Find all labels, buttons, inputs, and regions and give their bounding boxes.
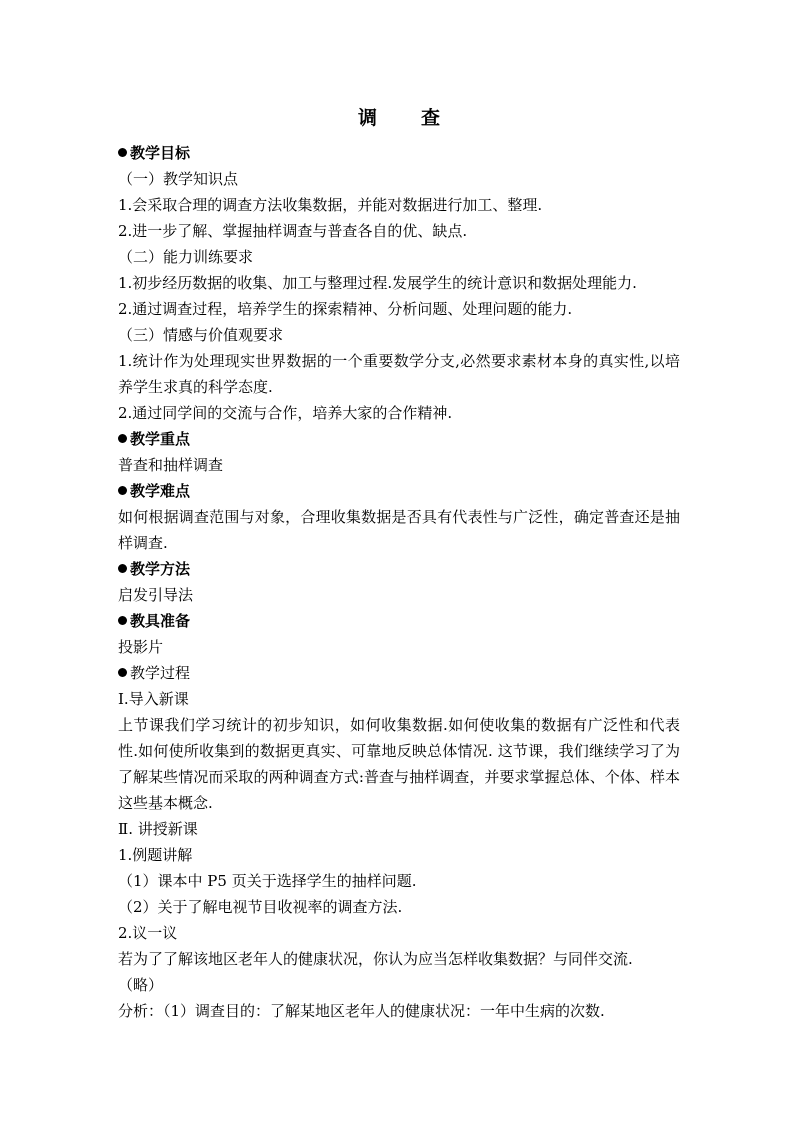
subheading-emotion: （三）情感与价值观要求 <box>118 326 284 344</box>
subheading-ability: （二）能力训练要求 <box>118 248 254 266</box>
method-text: 启发引导法 <box>118 586 194 604</box>
example-item: （1）课本中 P5 页关于选择学生的抽样问题. <box>118 872 417 890</box>
ability-item: 2.通过调查过程，培养学生的探索精神、分析问题、处理问题的能力. <box>118 300 573 318</box>
intro-heading: Ⅰ.导入新课 <box>118 690 189 708</box>
intro-text: 上节课我们学习统计的初步知识，如何收集数据.如何使收集的数据有广泛性和代表性.如何使所收集到的数据更真实、可靠地反映总体情况. 这节课，我们继续学习了为了解某些情况而采取的两种调查方式:普查与抽样调查，并要求掌握总体、个体、样本这些基本概念. <box>118 716 680 812</box>
example-item: （2）关于了解电视节目收视率的调查方法. <box>118 898 403 916</box>
ability-item: 1.初步经历数据的收集、加工与整理过程.发展学生的统计意识和数据处理能力. <box>118 274 637 292</box>
bullet-icon <box>118 434 127 443</box>
section-heading-method: 教学方法 <box>118 556 680 582</box>
analysis-text: 分析：（1）调查目的：了解某地区老年人的健康状况：一年中生病的次数. <box>118 1002 605 1020</box>
bullet-icon <box>118 668 127 677</box>
example-heading: 1.例题讲解 <box>118 846 193 864</box>
bullet-icon <box>118 564 127 573</box>
knowledge-item: 2.进一步了解、掌握抽样调查与普查各自的优、缺点. <box>118 222 468 240</box>
emotion-item: 1.统计作为处理现实世界数据的一个重要数学分支,必然要求素材本身的真实性,以培养学生求真的科学态度. <box>118 352 680 396</box>
bullet-icon <box>118 616 127 625</box>
key-points-text: 普查和抽样调查 <box>118 456 224 474</box>
emotion-item: 2.通过同学间的交流与合作，培养大家的合作精神. <box>118 404 453 422</box>
discuss-heading: 2.议一议 <box>118 924 178 942</box>
tools-text: 投影片 <box>118 638 164 656</box>
bullet-icon <box>118 148 127 157</box>
bullet-icon <box>118 486 127 495</box>
subheading-knowledge: （一）教学知识点 <box>118 170 239 188</box>
section-heading-objectives: 教学目标 <box>118 140 680 166</box>
new-lesson-heading: Ⅱ. 讲授新课 <box>118 820 198 838</box>
document-title: 调查 <box>357 107 484 129</box>
section-heading-process: 教学过程 <box>118 660 680 686</box>
discuss-text: 若为了了解该地区老年人的健康状况，你认为应当怎样收集数据？与同伴交流. <box>118 950 633 968</box>
section-heading-tools: 教具准备 <box>118 608 680 634</box>
difficulties-text: 如何根据调查范围与对象，合理收集数据是否具有代表性与广泛性，确定普查还是抽样调查. <box>118 508 680 552</box>
knowledge-item: 1.会采取合理的调查方法收集数据，并能对数据进行加工、整理. <box>118 196 543 214</box>
document-page <box>118 104 680 1024</box>
section-heading-key-points: 教学重点 <box>118 426 680 452</box>
section-heading-difficulties: 教学难点 <box>118 478 680 504</box>
discuss-note: （略） <box>118 976 164 994</box>
